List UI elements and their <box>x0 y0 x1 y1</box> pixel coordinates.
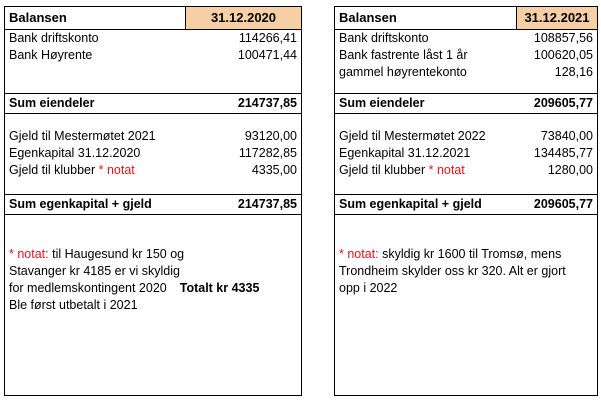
note-block <box>339 246 593 297</box>
liability-label <box>9 162 135 179</box>
balance-sheet-2020 <box>4 6 302 396</box>
note-reference: * notat <box>428 163 465 177</box>
sum-assets-row <box>9 95 297 112</box>
liability-row <box>339 128 593 145</box>
liability-value: 73840,00 <box>540 129 593 143</box>
note-line: Trondheim skylder oss kr 320. Alt er gjort <box>339 264 566 278</box>
liability-value: 117282,85 <box>238 146 297 160</box>
asset-label: Bank driftskonto <box>339 31 429 45</box>
asset-row <box>339 64 593 81</box>
liability-label <box>339 162 465 179</box>
divider <box>5 113 301 114</box>
note-line <box>9 280 297 297</box>
note-text: skyldig kr 1600 til Tromsø, mens <box>378 247 562 261</box>
liability-label: Egenkapital 31.12.2021 <box>339 146 471 160</box>
divider <box>5 214 301 215</box>
asset-value: 128,16 <box>554 65 593 79</box>
asset-label: Bank driftskonto <box>9 31 99 45</box>
sum-assets-label: Sum eiendeler <box>9 96 95 110</box>
liability-row <box>339 162 593 179</box>
note-line: Stavanger kr 4185 er vi skyldig <box>9 264 180 278</box>
liability-label: Gjeld til Mestermøtet 2021 <box>9 129 156 143</box>
note-text: til Haugesund kr 150 og <box>48 247 185 261</box>
sum-total-value: 209605,77 <box>533 197 593 211</box>
asset-row <box>339 30 593 47</box>
sum-assets-value: 214737,85 <box>237 96 297 110</box>
divider <box>335 214 597 215</box>
note-marker: * notat: <box>339 247 379 261</box>
note-line <box>339 246 593 263</box>
asset-label: Bank Høyrente <box>9 48 93 62</box>
header-date: 31.12.2021 <box>516 7 597 29</box>
liability-label: Gjeld til Mestermøtet 2022 <box>339 129 486 143</box>
liability-row <box>9 162 297 179</box>
liability-value: 93120,00 <box>244 129 297 143</box>
sum-total-label: Sum egenkapital + gjeld <box>9 197 152 211</box>
asset-label: gammel høyrentekonto <box>339 65 467 79</box>
liability-row <box>9 128 297 145</box>
sum-total-value: 214737,85 <box>237 197 297 211</box>
sum-total-row <box>9 196 297 213</box>
divider <box>335 93 597 94</box>
liability-label: Egenkapital 31.12.2020 <box>9 146 141 160</box>
header-row <box>5 7 301 30</box>
header-label: Balansen <box>9 10 67 25</box>
sum-total-row <box>339 196 593 213</box>
asset-row <box>9 30 297 47</box>
divider <box>5 194 301 195</box>
asset-label: Bank fastrente låst 1 år <box>339 48 468 62</box>
note-line: Ble først utbetalt i 2021 <box>9 298 138 312</box>
liability-row <box>9 145 297 162</box>
note-marker: * notat: <box>9 247 49 261</box>
liability-label-text: Gjeld til klubber <box>339 163 426 177</box>
asset-value: 100620,05 <box>533 48 593 62</box>
asset-value: 114266,41 <box>238 31 297 45</box>
balance-sheet-2021 <box>334 6 598 396</box>
header-row <box>335 7 597 30</box>
note-line: opp i 2022 <box>339 281 398 295</box>
header-label: Balansen <box>339 10 397 25</box>
note-text: for medlemskontingent 2020 <box>9 281 167 295</box>
liability-label-text: Gjeld til klubber <box>9 163 96 177</box>
asset-value: 100471,44 <box>237 48 297 62</box>
sum-total-label: Sum egenkapital + gjeld <box>339 197 482 211</box>
note-reference: * notat <box>98 163 135 177</box>
asset-row <box>339 47 593 64</box>
asset-value: 108857,56 <box>533 31 593 45</box>
note-total: Totalt kr 4335 <box>179 281 260 295</box>
note-block <box>9 246 297 314</box>
liability-row <box>339 145 593 162</box>
divider <box>5 93 301 94</box>
divider <box>335 113 597 114</box>
sum-assets-row <box>339 95 593 112</box>
liability-value: 1280,00 <box>547 163 593 177</box>
sum-assets-value: 209605,77 <box>533 96 593 110</box>
liability-value: 4335,00 <box>251 163 297 177</box>
divider <box>335 194 597 195</box>
sum-assets-label: Sum eiendeler <box>339 96 425 110</box>
liability-value: 134485,77 <box>533 146 593 160</box>
note-line <box>9 246 297 263</box>
asset-row <box>9 47 297 64</box>
header-date: 31.12.2020 <box>185 7 301 29</box>
